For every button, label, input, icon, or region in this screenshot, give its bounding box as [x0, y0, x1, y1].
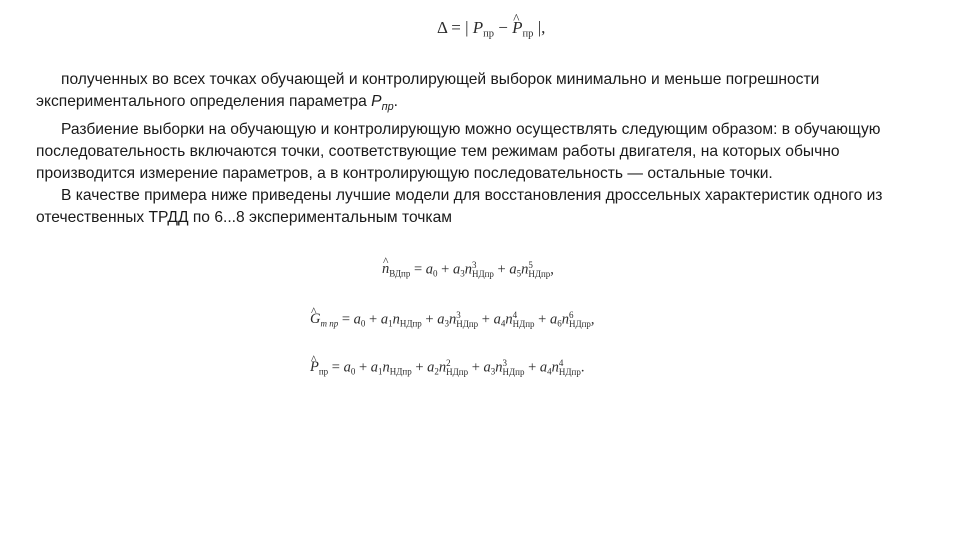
paragraph-1: полученных во всех точках обучающей и контролирующей выборок минимально и меньше погрешности экспериментального определения параметра $P_{пр}$. — [36, 71, 820, 114]
p-symbol: P — [472, 18, 484, 37]
model-p: ^ $P_{пр} = a_0 + a_1n_{НДпр} + a_2n^2_{НДпр} + a_3n^3_{НДпр} + a_4n^4_{НДпр}$. — [310, 358, 584, 377]
model-n-vd: ^ $n_{ВДпр} = a_0 + a_3n^3_{НДпр} + a_5n^5_{НДпр}$, — [382, 260, 554, 279]
body-text — [36, 69, 926, 230]
p-hat-symbol: ^ P — [512, 18, 522, 38]
delta-formula: Δ = | $P_{пр}$ − ^ $P_{пр}$ |, — [437, 18, 545, 40]
model-formulas — [300, 252, 720, 388]
model-g-t: ^ $G_{т пр} = a_0 + a_1n_{НДпр} + a_3n^3_{НДпр} + a_4n^4_{НДпр} + a_6n^6_{НДпр}$, — [310, 310, 595, 329]
paragraph-3: В качестве примера ниже приведены лучшие модели для восстановления дроссельных характеристик одного из отечественных ТРДД по 6...8 экспериментальным точкам — [36, 187, 883, 227]
paragraph-2: Разбиение выборки на обучающую и контролирующую можно осуществлять следующим образом: в обучающую последовательность включаются точки, соответствующие тем режимам работы двигателя, на которых обычно производится измерение параметров, а в контролирующую последовательность — остальные точки. — [36, 120, 881, 182]
